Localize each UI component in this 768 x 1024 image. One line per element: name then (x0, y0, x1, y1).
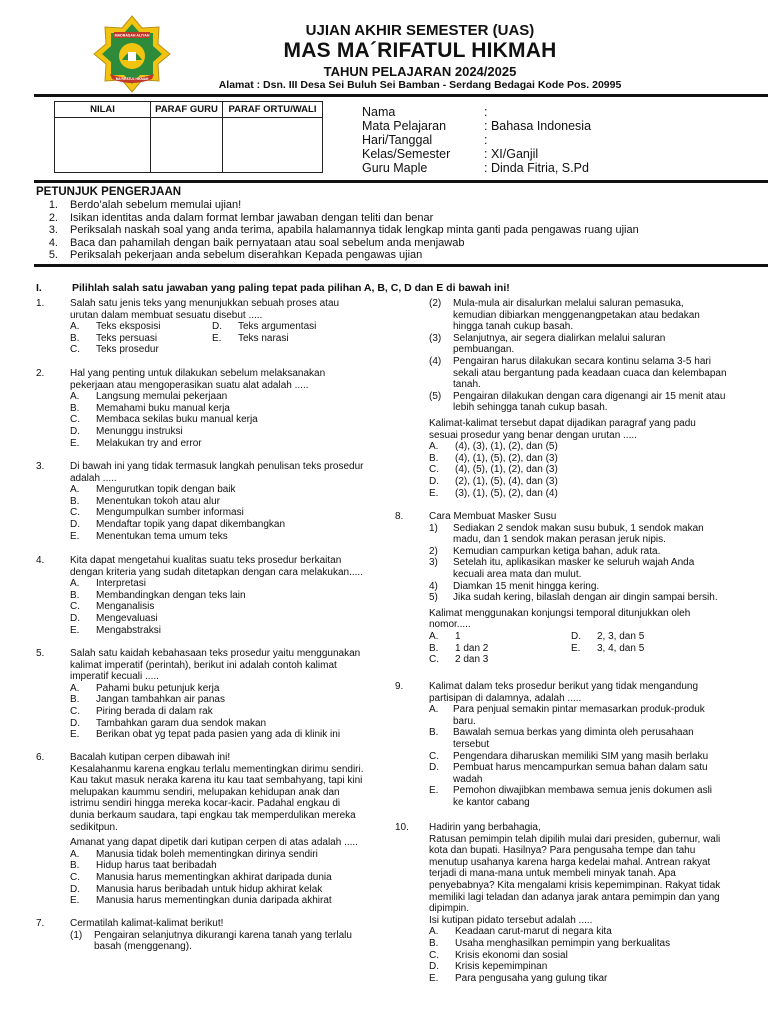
instruction-item: 1. Berdo’alah sebelum memulai ujian! (48, 199, 242, 211)
answer-option[interactable]: B. Hidup harus taat beribadah (70, 860, 217, 872)
answer-option[interactable]: A. (4), (3), (1), (2), dan (5) (429, 441, 558, 453)
question-number: 8. (395, 511, 404, 522)
answer-option[interactable]: D. Pembuat harus mencampurkan semua bahan dalam satu (429, 762, 708, 774)
answer-option[interactable]: B. Memahami buku manual kerja (70, 402, 230, 414)
question-number: 7. (36, 918, 45, 929)
answer-option[interactable]: C. Manusia harus mementingkan akhirat daripada dunia (70, 871, 332, 883)
answer-option[interactable]: B. Membandingkan dengan teks lain (70, 589, 246, 601)
school-address: Alamat : Dsn. III Desa Sei Buluh Sei Bamban - Serdang Bedagai Kode Pos. 20995 (218, 79, 622, 91)
step-item: 4) Diamkan 15 menit hingga kering. (429, 580, 600, 592)
answer-option[interactable]: E. Mengabstraksi (70, 624, 162, 636)
instructions-rule (34, 264, 768, 267)
step-item: 2) Kemudian campurkan ketiga bahan, aduk rata. (429, 545, 661, 557)
answer-option[interactable]: B. Usaha menghasilkan pemimpin yang berkualitas (429, 937, 671, 949)
identity-label: Mata Pelajaran (362, 119, 447, 133)
identity-row (362, 133, 591, 147)
sig-cell-nilai[interactable] (55, 118, 151, 173)
signature-table (54, 101, 323, 173)
instruction-item: 2. Isikan identitas anda dalam format lembar jawaban dengan teliti dan benar (48, 211, 434, 224)
answer-option[interactable]: B. 1 dan 2 E. 3, 4, dan 5 (429, 642, 645, 654)
answer-option[interactable]: B. (4), (1), (5), (2), dan (3) (429, 452, 558, 464)
student-identity (362, 105, 591, 175)
instruction-item: 5. Periksalah pekerjaan anda sebelum diserahkan Kepada pengawas ujian (48, 249, 423, 262)
statement-item: (4) Pengairan harus dilakukan secara kontinu selama 3-5 hari (429, 355, 711, 367)
answer-option[interactable]: B. Bawalah semua berkas yang diminta oleh perusahaan (429, 727, 694, 739)
instructions (36, 186, 756, 262)
question-number: 1. (36, 298, 45, 309)
answer-option[interactable]: D. Mengevaluasi (70, 612, 158, 624)
identity-label: Hari/Tanggal (362, 133, 433, 147)
question-number: 3. (36, 461, 45, 472)
answer-option[interactable]: A. Interpretasi (70, 578, 147, 590)
answer-option[interactable]: D. Mendaftar topik yang dapat dikembangkan (70, 518, 286, 530)
answer-option[interactable]: D. Menunggu instruksi (70, 425, 183, 437)
question-number: 4. (36, 555, 45, 566)
identity-value[interactable]: : (484, 105, 488, 119)
sig-col-paraf-ortu: PARAF ORTU/WALI (223, 102, 323, 118)
answer-option[interactable]: C. 2 dan 3 (429, 654, 489, 666)
answer-option[interactable]: A. Manusia tidak boleh mementingkan dirinya sendiri (70, 848, 318, 860)
answer-option[interactable]: E. Pemohon diwajibkan membawa semua jenis dokumen asli (429, 785, 713, 797)
identity-label: Guru Maple (362, 161, 428, 175)
answer-option[interactable]: D. (2), (1), (5), (4), dan (3) (429, 475, 558, 487)
step-item: 1) Sediakan 2 sendok makan susu bubuk, 1 sendok makan (429, 522, 704, 534)
answer-option[interactable]: A. Langsung memulai pekerjaan (70, 391, 228, 403)
answer-option[interactable]: C. Piring berada di dalam rak (70, 705, 213, 717)
identity-rule (34, 180, 768, 183)
identity-value: : Dinda Fitria, S.Pd (484, 161, 589, 175)
answer-option[interactable]: C. Pengendara diharuskan memiliki SIM yang masih berlaku (429, 750, 709, 762)
answer-option[interactable]: A. Para penjual semakin pintar memasarkan produk-produk (429, 704, 705, 716)
academic-year: TAHUN PELAJARAN 2024/2025 (323, 64, 517, 79)
statement-item: (2) Mula-mula air disalurkan melalui saluran pemasuka, (429, 298, 684, 309)
answer-option[interactable]: D. Tambahkan garam dua sendok makan (70, 717, 267, 729)
answer-option[interactable]: A. Teks eksposisi D. Teks argumentasi (70, 321, 317, 333)
answer-option[interactable]: C. Teks prosedur (70, 344, 159, 356)
answer-option[interactable]: E. Para pengusaha yang gulung tikar (429, 972, 608, 984)
identity-row (362, 147, 591, 161)
instructions-title: PETUNJUK PENGERJAAN (36, 186, 182, 198)
statement-item: (5) Pengairan dilakukan dengan cara digenangi air 15 menit atau (429, 390, 726, 402)
step-item: 5) Jika sudah kering, bilaslah dengan air dingin sampai bersih. (429, 592, 718, 604)
answer-option[interactable]: B. Menentukan tokoh atau alur (70, 495, 220, 507)
question-number: 5. (36, 648, 45, 659)
answer-option[interactable]: B. Teks persuasi E. Teks narasi (70, 332, 289, 344)
section-heading: I. Pilihlah salah satu jawaban yang paling tepat pada pilihan A, B, C, D dan E di bawah ini! (36, 282, 510, 294)
answer-option[interactable]: C. Membaca sekilas buku manual kerja (70, 414, 258, 426)
question-number: 2. (36, 368, 45, 379)
answer-option[interactable]: A. Keadaan carut-marut di negara kita (429, 926, 612, 938)
sig-col-nilai: NILAI (55, 102, 151, 118)
identity-label: Nama (362, 105, 396, 119)
header-rule (34, 94, 768, 97)
identity-label: Kelas/Semester (362, 147, 451, 161)
answer-option[interactable]: E. (3), (1), (5), (2), dan (4) (429, 487, 558, 499)
sig-col-paraf-guru: PARAF GURU (151, 102, 223, 118)
answer-option[interactable]: A. Pahami buku petunjuk kerja (70, 682, 220, 694)
exam-title: UJIAN AKHIR SEMESTER (UAS) (305, 22, 535, 39)
answer-option[interactable]: C. Mengumpulkan sumber informasi (70, 507, 244, 519)
logo-banner-text: MADRASAH ALIYAH (114, 33, 150, 38)
school-name: MAS MA´RIFATUL HIKMAH (283, 39, 557, 62)
sig-cell-paraf-guru[interactable] (151, 118, 223, 173)
answer-option[interactable]: E. Berikan obat yg tepat pada pasien yang ada di klinik ini (70, 729, 341, 741)
question-number: 10. (395, 822, 409, 833)
step-item: 3) Setelah itu, aplikasikan masker ke seluruh wajah Anda (429, 557, 695, 569)
statement-item: (3) Selanjutnya, air segera dialirkan melalui saluran (429, 332, 666, 344)
identity-row (362, 105, 591, 119)
answer-option[interactable]: E. Manusia harus mementingkan dunia daripada akhirat (70, 895, 332, 907)
identity-value: : Bahasa Indonesia (484, 119, 592, 133)
answer-option[interactable]: A. Mengurutkan topik dengan baik (70, 484, 236, 496)
question-number: 6. (36, 752, 45, 763)
answer-option[interactable]: D. Manusia harus beribadah untuk hidup akhirat kelak (70, 883, 323, 895)
identity-value[interactable]: : (484, 133, 488, 147)
answer-option[interactable]: B. Jangan tambahkan air panas (70, 694, 225, 706)
answer-option[interactable]: E. Menentukan tema umum teks (70, 530, 228, 542)
question-number: 9. (395, 681, 404, 692)
answer-option[interactable]: E. Melakukan try and error (70, 437, 202, 449)
answer-option[interactable]: A. 1 D. 2, 3, dan 5 (429, 630, 645, 642)
answer-option[interactable]: C. Menganalisis (70, 601, 155, 613)
sig-cell-paraf-ortu[interactable] (223, 118, 323, 173)
instruction-item: 4. Baca dan pahamilah dengan baik pernyataan atau soal sebelum anda menjawab (48, 236, 465, 249)
logo-ribbon-text: MA'RIFATUL HIKMAH (115, 77, 149, 81)
instruction-item: 3. Periksalah naskah soal yang anda terima, apabila halamannya tidak lengkap minta ganti pada pengawas ruang ujian (48, 224, 639, 237)
answer-option[interactable]: C. (4), (5), (1), (2), dan (3) (429, 464, 558, 476)
identity-row (362, 161, 591, 175)
identity-row (362, 119, 591, 133)
answer-option[interactable]: C. Krisis ekonomi dan sosial (429, 949, 568, 961)
statement-item: (1) Pengairan selanjutnya dikurangi karena tanah yang terlalu (70, 929, 352, 941)
answer-option[interactable]: D. Krisis kepemimpinan (429, 961, 548, 973)
identity-value: : XI/Ganjil (484, 147, 539, 161)
